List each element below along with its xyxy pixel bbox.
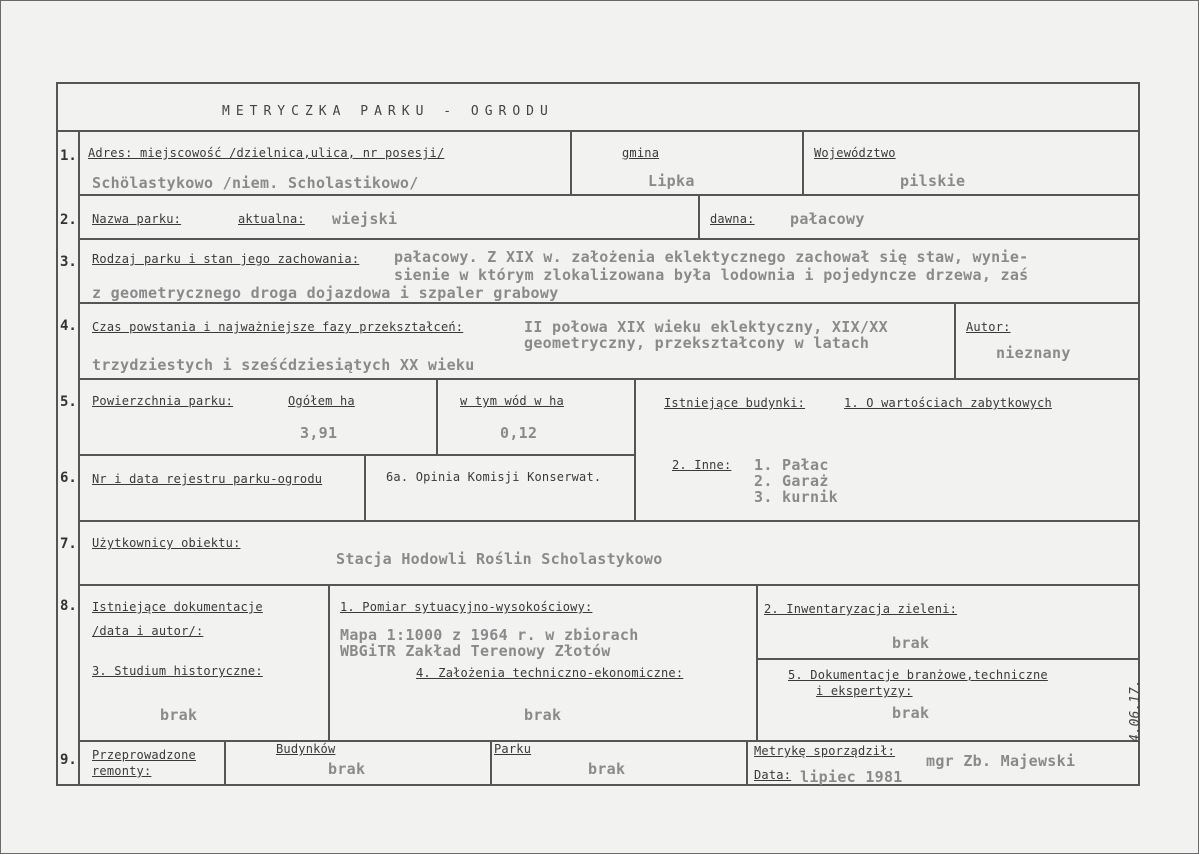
row-divider: [78, 302, 1138, 304]
buildings-repairs-label: Budynków: [276, 742, 336, 756]
row-divider: [78, 584, 1138, 586]
author-value: nieznany: [996, 344, 1071, 362]
tech-assumptions-value: brak: [524, 706, 562, 724]
row-number: 3.: [60, 254, 77, 270]
buildings-repairs-value: brak: [328, 760, 366, 778]
total-area-label: Ogółem ha: [288, 394, 355, 408]
row-number: 8.: [60, 598, 77, 614]
row-divider: [78, 194, 1138, 196]
inventory-label: 2. Inwentaryzacja zieleni:: [764, 602, 958, 616]
park-type-line: pałacowy. Z XIX w. założenia eklektycznego zachował się staw, wynie-: [394, 248, 1029, 266]
history-line: II połowa XIX wieku eklektyczny, XIX/XX: [524, 318, 888, 336]
branch-docs-label: 5. Dokumentacje branżowe,techniczne: [788, 668, 1048, 682]
date-label: Data:: [754, 768, 792, 782]
area-label: Powierzchnia parku:: [92, 394, 234, 408]
other-buildings-label: 2. Inne:: [672, 458, 732, 472]
address-value: Schölastykowo /niem. Scholastikowo/: [92, 174, 419, 192]
cell-divider: [802, 130, 804, 194]
row-number: 6.: [60, 470, 77, 486]
cell-divider: [756, 584, 758, 740]
history-line: geometryczny, przekształcony w latach: [524, 334, 870, 352]
prepared-by-value: mgr Zb. Majewski: [926, 752, 1076, 770]
cell-divider: [954, 302, 956, 378]
row-number: 9.: [60, 752, 77, 768]
voivodeship-value: pilskie: [900, 172, 966, 190]
documents-label: /data i autor/:: [92, 624, 204, 638]
history-label: Czas powstania i najważniejsze fazy przekształceń:: [92, 320, 464, 334]
users-label: Użytkownicy obiektu:: [92, 536, 241, 550]
row-divider: [78, 740, 1138, 742]
cell-divider: [756, 658, 1138, 660]
cell-divider: [698, 194, 700, 238]
repairs-label: Przeprowadzone: [92, 748, 196, 762]
branch-docs-value: brak: [892, 704, 930, 722]
cell-divider: [490, 740, 492, 784]
row-number: 4.: [60, 318, 77, 334]
gmina-label: gmina: [622, 146, 660, 160]
cell-divider: [224, 740, 226, 784]
historical-study-value: brak: [160, 706, 198, 724]
registry-label: Nr i data rejestru parku-ogrodu: [92, 472, 323, 486]
other-building-item: 3. kurnik: [754, 488, 838, 506]
voivodeship-label: Województwo: [814, 146, 896, 160]
current-name-label: aktualna:: [238, 212, 305, 226]
number-column-line: [78, 130, 80, 784]
document-title: METRYCZKA PARKU - OGRODU: [222, 104, 554, 119]
monuments-label: 1. O wartościach zabytkowych: [844, 396, 1052, 410]
buildings-label: Istniejące budynki:: [664, 396, 806, 410]
survey-line: Mapa 1:1000 z 1964 r. w zbiorach: [340, 626, 639, 644]
row-divider: [58, 130, 1138, 132]
survey-label: 1. Pomiar sytuacyjno-wysokościowy:: [340, 600, 593, 614]
current-name-value: wiejski: [332, 210, 398, 228]
row-number: 2.: [60, 212, 77, 228]
park-repairs-value: brak: [588, 760, 626, 778]
inventory-value: brak: [892, 634, 930, 652]
historical-study-label: 3. Studium historyczne:: [92, 664, 263, 678]
park-repairs-label: Parku: [494, 742, 532, 756]
row-number: 7.: [60, 536, 77, 552]
total-area-value: 3,91: [300, 424, 338, 442]
cell-divider: [364, 454, 366, 520]
users-value: Stacja Hodowli Roślin Scholastykowo: [336, 550, 663, 568]
water-area-value: 0,12: [500, 424, 538, 442]
park-type-line: sienie w którym zlokalizowana była lodownia i pojedyncze drzewa, zaś: [394, 266, 1029, 284]
prepared-by-label: Metrykę sporządził:: [754, 744, 896, 758]
park-type-line: z geometrycznego droga dojazdowa i szpaler grabowy: [92, 284, 559, 302]
tech-assumptions-label: 4. Założenia techniczno-ekonomiczne:: [416, 666, 684, 680]
cell-divider: [634, 378, 636, 520]
author-label: Autor:: [966, 320, 1011, 334]
date-value: lipiec 1981: [800, 768, 903, 786]
former-name-value: pałacowy: [790, 210, 865, 228]
other-building-item: 1. Pałac: [754, 456, 829, 474]
former-name-label: dawna:: [710, 212, 755, 226]
history-line: trzydziestych i sześćdziesiątych XX wieku: [92, 356, 475, 374]
row-number: 5.: [60, 394, 77, 410]
branch-docs-label: i ekspertyzy:: [816, 684, 913, 698]
cell-divider: [570, 130, 572, 194]
gmina-value: Lipka: [648, 172, 695, 190]
repairs-label: remonty:: [92, 764, 152, 778]
cell-divider: [436, 378, 438, 454]
other-building-item: 2. Garaż: [754, 472, 829, 490]
cell-divider: [746, 740, 748, 784]
cell-divider: [328, 584, 330, 740]
water-area-label: w tym wód w ha: [460, 394, 564, 408]
park-type-label: Rodzaj parku i stan jego zachowania:: [92, 252, 360, 266]
row-divider: [78, 520, 1138, 522]
survey-line: WBGiTR Zakład Terenowy Złotów: [340, 642, 611, 660]
opinion-label: 6a. Opinia Komisji Konserwat.: [386, 470, 602, 484]
row-divider: [78, 238, 1138, 240]
row-number: 1.: [60, 148, 77, 164]
margin-note: 4.06.17.: [1128, 679, 1143, 742]
row-divider: [78, 378, 1138, 380]
address-label: Adres: miejscowość /dzielnica,ulica, nr posesji/: [88, 146, 445, 160]
park-name-label: Nazwa parku:: [92, 212, 182, 226]
documents-label: Istniejące dokumentacje: [92, 600, 263, 614]
row-divider: [78, 454, 636, 456]
